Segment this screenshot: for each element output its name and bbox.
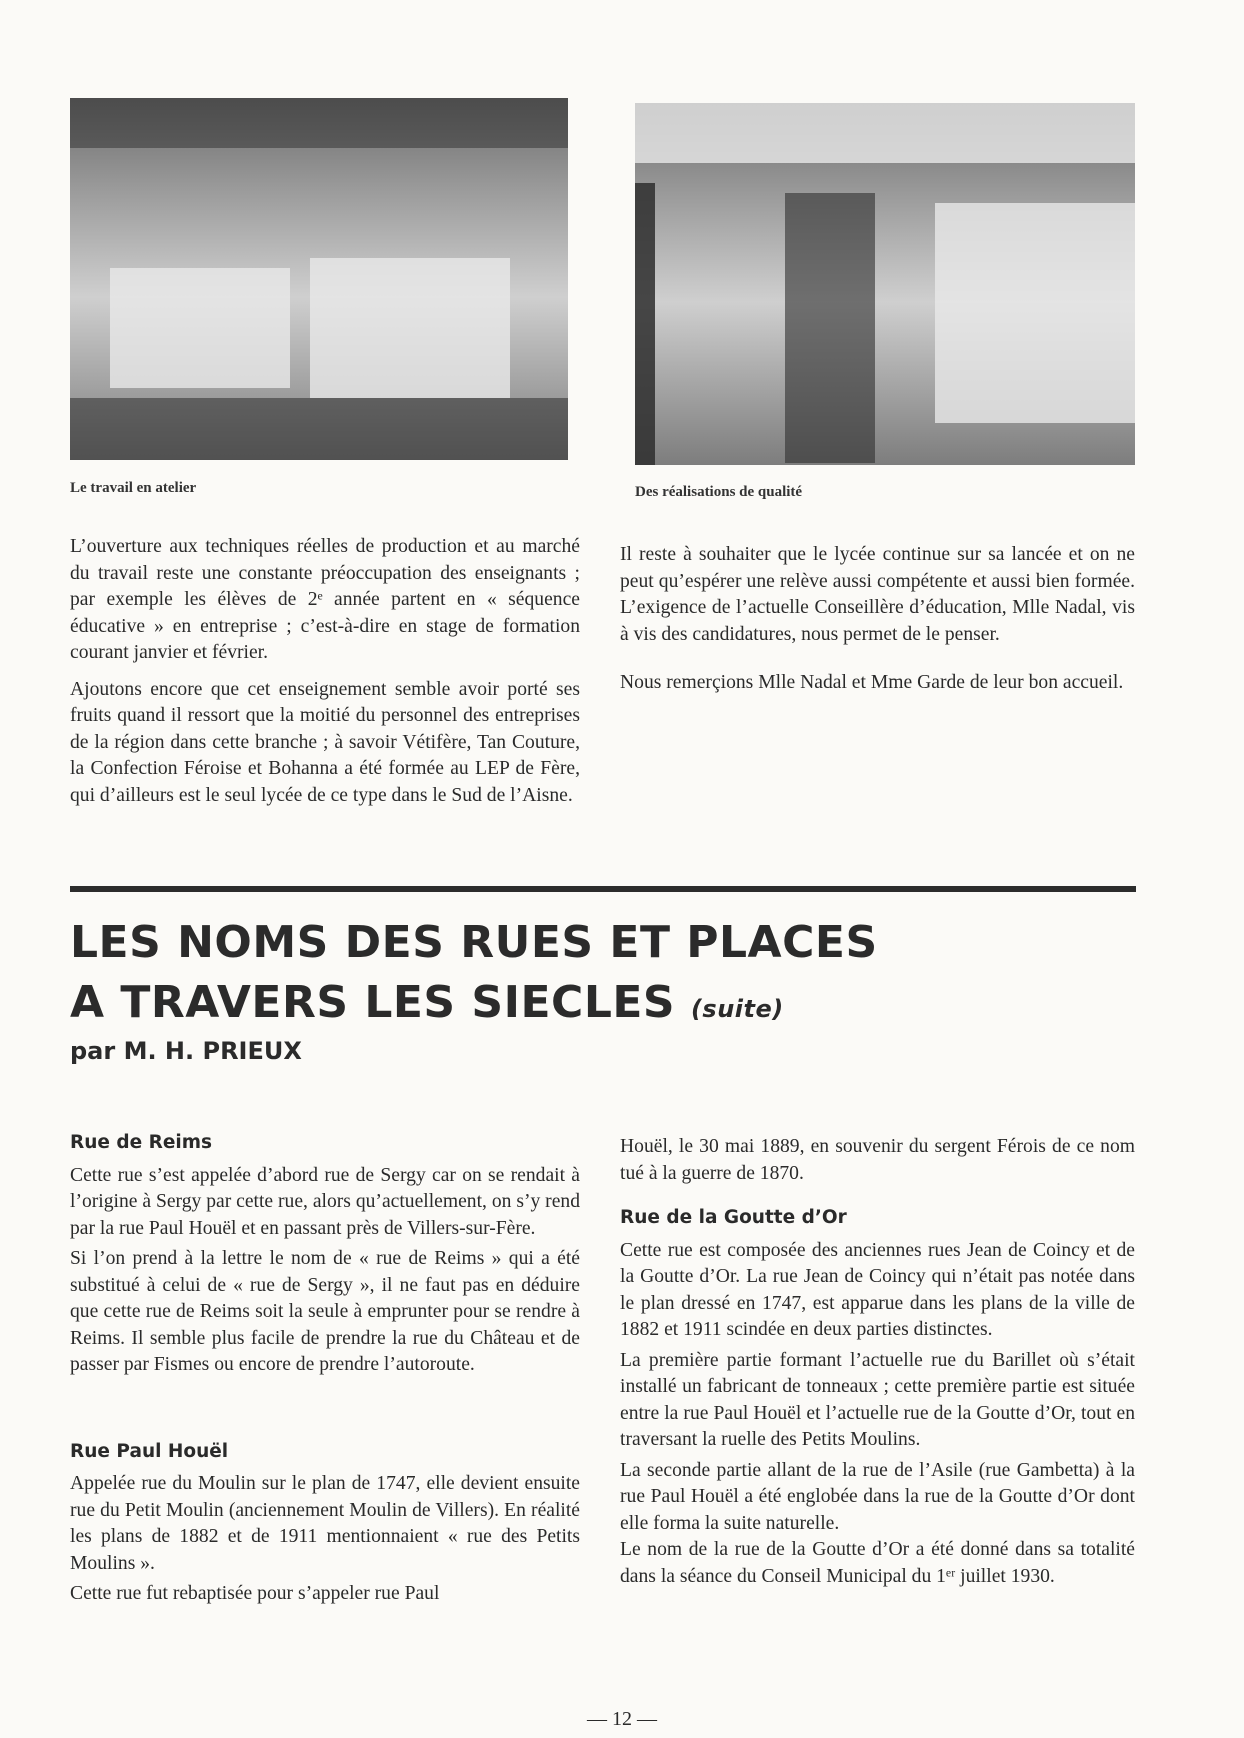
article-title: LES NOMS DES RUES ET PLACES [70, 917, 878, 968]
upper-right-column [620, 542, 1135, 707]
article-right-column [620, 1134, 1135, 1600]
paragraph: Cette rue fut rebaptisée pour s’appeler rue Paul [70, 1583, 440, 1604]
byline: par M. H. PRIEUX [70, 1037, 302, 1065]
article-title-line2 [70, 978, 784, 1034]
paragraph: Ajoutons encore que cet enseignement semble avoir porté ses fruits quand il ressort que la moitié du personnel des entreprises de la région dans cette branche ; à savoir Vétifère, Tan Couture, la Confection Féroise et Bohanna a été formée au LEP de Fère, qui d’ailleurs est le seul lycée de ce type dans le Sud de l’Aisne. [70, 678, 580, 806]
paragraph: Si l’on prend à la lettre le nom de « rue de Reims » qui a été substitué à celui de « rue de Sergy », il ne faut pas en déduire que cette rue de Reims soit la seule à emprunter pour se rendre à Reims. Il semble plus facile de prendre la rue du Château et de passer par Fismes ou encore de prendre l’autoroute. [70, 1248, 580, 1375]
photo-creations [635, 103, 1135, 465]
photo-workshop [70, 98, 568, 460]
upper-left-column [70, 534, 580, 819]
paragraph: Cette rue s’est appelée d’abord rue de Sergy car on se rendait à l’origine à Sergy par cette rue, alors qu’actuellement, on s’y rend par la rue Paul Houël et en passant près de Villers-sur-Fère. [70, 1164, 580, 1239]
paragraph: Il reste à souhaiter que le lycée continue sur sa lancée et on ne peut qu’espérer une relève aussi compétente et aussi bien formée. L’exigence de l’actuelle Conseillère d’éducation, Mlle Nadal, vis à vis des candidatures, nous permet de le penser. [620, 544, 1135, 645]
paragraph: L’ouverture aux techniques réelles de production et au marché du travail reste une constante préoccupation des enseignants ; par exemple les élèves de 2ᵉ année partent en « séquence éducative » en entreprise ; c’est-à-dire en stage de formation courant janvier et février. [70, 536, 580, 663]
section-heading: Rue de Reims [70, 1132, 213, 1153]
paragraph: La première partie formant l’actuelle rue du Barillet où s’était installé un fabricant de tonneaux ; cette première partie est située entre la rue Paul Houël et l’actuelle rue de la Goutte d’Or, tout en traversant la ruelle des Petits Moulins. [620, 1349, 1135, 1450]
page-number: — 12 — [587, 1708, 657, 1730]
title-suffix: (suite) [690, 995, 784, 1023]
photo-caption: Le travail en atelier [70, 480, 197, 496]
section-heading: Rue Paul Houël [70, 1440, 229, 1462]
paragraph: Nous remerçions Mlle Nadal et Mme Garde de leur bon accueil. [620, 672, 1124, 693]
paragraph: Le nom de la rue de la Goutte d’Or a été donné dans sa totalité dans la séance du Conseil Municipal du 1ᵉʳ juillet 1930. [620, 1539, 1135, 1587]
section-heading: Rue de la Goutte d’Or [620, 1207, 847, 1228]
photo-caption: Des réalisations de qualité [635, 484, 803, 500]
article-left-column [70, 1130, 580, 1618]
title-text: A TRAVERS LES SIECLES [70, 977, 676, 1028]
paragraph: La seconde partie allant de la rue de l’Asile (rue Gambetta) à la rue Paul Houël a été englobée dans la rue de la Goutte d’Or dont elle forma la suite naturelle. [620, 1459, 1135, 1534]
section-divider [70, 886, 1136, 892]
paragraph: Appelée rue du Moulin sur le plan de 1747, elle devient ensuite rue du Petit Moulin (anciennement Moulin de Villers). En réalité les plans de 1882 et de 1911 mentionnaient « rue des Petits Moulins ». [70, 1473, 580, 1574]
paragraph: Houël, le 30 mai 1889, en souvenir du sergent Férois de ce nom tué à la guerre de 1870. [620, 1136, 1135, 1184]
paragraph: Cette rue est composée des anciennes rues Jean de Coincy et de la Goutte d’Or. La rue Jean de Coincy qui n’était pas notée dans le plan dressé en 1747, est apparue dans les plans de la ville de 1882 et 1911 scindée en deux parties distinctes. [620, 1239, 1135, 1340]
